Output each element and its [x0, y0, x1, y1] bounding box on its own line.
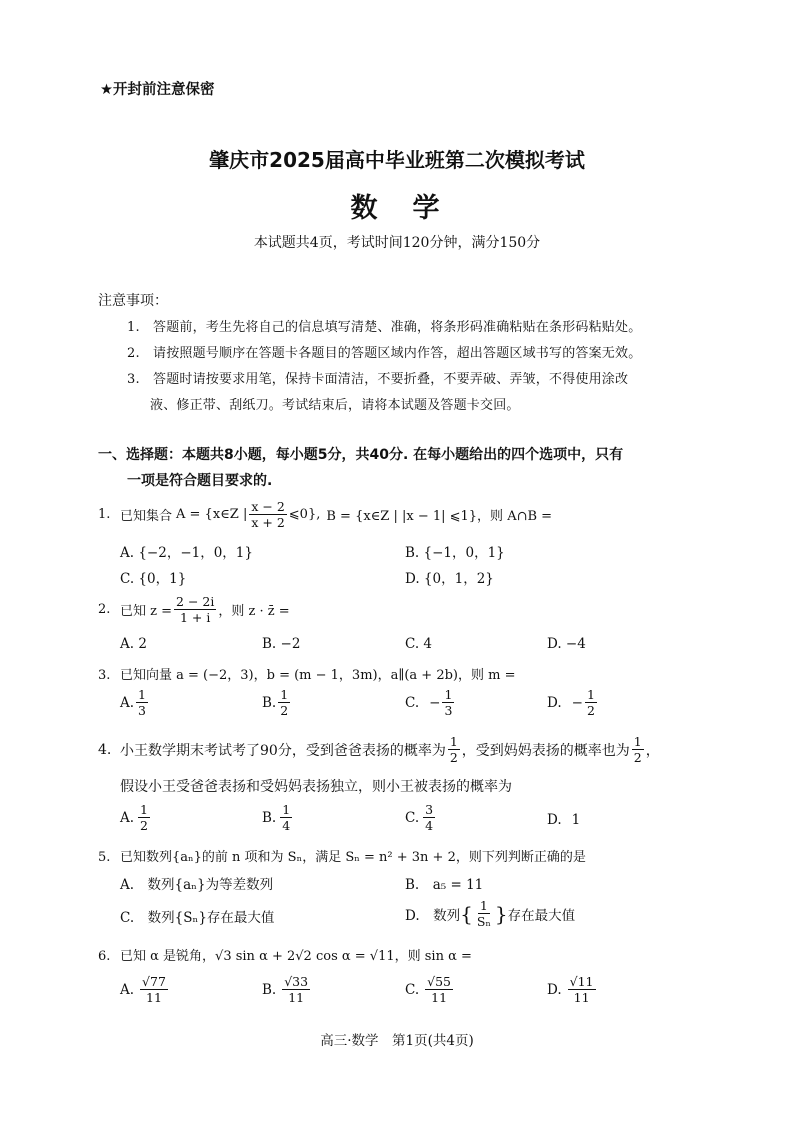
q1-set-a-prefix: A = {x∈Z | [176, 507, 248, 523]
page-footer: 高三·数学 第1页(共4页) [320, 1033, 474, 1049]
q1-option-a: A. {−2，−1，0，1} [120, 545, 253, 561]
question-number: 6. [98, 949, 111, 964]
q3-option-d [547, 688, 599, 717]
question-2-stem [98, 595, 290, 624]
q5-option-d [405, 899, 575, 928]
option-fraction [425, 975, 453, 1004]
q2-stem-a: 已知 z = [120, 604, 173, 620]
frac-num: √77 [142, 974, 166, 989]
q5-option-a: A. 数列{aₙ}为等差数列 [120, 877, 274, 893]
q2-option-a: A. 2 [120, 636, 147, 652]
frac-num: 1 [140, 802, 148, 817]
q5-option-b: B. a₅ = 11 [405, 877, 484, 893]
q4-stem-c: ， [645, 742, 660, 759]
frac-num: 1 [282, 802, 291, 817]
q4-option-b [262, 803, 294, 832]
q1-option-b: B. {−1，0，1} [405, 545, 505, 561]
notice-item-2: 2. 请按照题号顺序在答题卡各题目的答题区域内作答，超出答题区域书写的答案无效。 [127, 346, 642, 361]
frac-num: 1 [479, 898, 488, 913]
q6-option-a [120, 975, 170, 1004]
subject-title: 数 学 [350, 193, 444, 224]
frac-den: 11 [146, 990, 162, 1006]
question-6-stem [98, 945, 472, 964]
q4-option-c [405, 803, 437, 832]
q1-stem-b: B = {x∈Z | |x − 1| ⩽1}，则 A∩B = [326, 509, 553, 525]
q6-option-b [262, 975, 312, 1004]
q4-option-d [547, 812, 580, 828]
option-fraction [568, 975, 596, 1004]
frac-den: Sₙ [476, 914, 491, 930]
q1-fraction [249, 500, 286, 529]
notice-item-3-cont: 液、修正带、刮纸刀。考试结束后，请将本试题及答题卡交回。 [150, 398, 520, 413]
option-fraction [278, 688, 290, 717]
q2-fraction [174, 595, 216, 624]
question-number: 3. [98, 668, 111, 683]
question-number: 5. [98, 850, 111, 865]
question-number: 4. [98, 741, 112, 758]
option-fraction [282, 975, 310, 1004]
option-label: C. [405, 981, 420, 998]
frac-den: 4 [282, 818, 291, 834]
section-heading-cont: 一项是符合题目要求的. [127, 473, 273, 489]
frac-num: √33 [284, 974, 309, 989]
q3-option-a [120, 688, 150, 717]
q5-stem: 已知数列{aₙ}的前 n 项和为 Sₙ，满足 Sₙ = n² + 3n + 2，则下列判断正确的是 [120, 850, 586, 865]
frac-num: 1 [586, 687, 595, 702]
frac-num: 1 [280, 687, 289, 702]
q3-option-b [262, 688, 292, 717]
option-suffix: 存在最大值 [507, 907, 576, 924]
question-number: 1. [98, 507, 111, 523]
option-label: C. [405, 694, 420, 711]
q2-option-b: B. −2 [262, 636, 301, 652]
frac-den: 2 [586, 703, 595, 719]
frac-den: 11 [431, 990, 448, 1006]
option-label: C. [405, 809, 420, 826]
q1-option-c: C. {0，1} [120, 571, 187, 587]
question-5-stem [98, 846, 586, 865]
option-prefix: D. 数列 [405, 907, 461, 924]
q1-set-a-suffix: ⩽0}, [288, 507, 321, 523]
option-fraction [423, 803, 435, 832]
option-label: A. [120, 694, 135, 711]
section-heading: 一、选择题：本题共8小题，每小题5分，共40分. 在每小题给出的四个选项中，只有 [98, 447, 624, 463]
option-fraction [280, 803, 292, 832]
option-fraction [475, 899, 493, 928]
frac-den: 11 [288, 990, 305, 1006]
frac-den: 2 [280, 703, 289, 719]
brace-right: } [494, 901, 508, 926]
question-4-stem [98, 735, 660, 764]
option-sign: − [429, 694, 441, 711]
q1-option-d: D. {0，1，2} [405, 571, 494, 587]
confidential-label: ★开封前注意保密 [100, 82, 215, 98]
option-label: B. [262, 809, 277, 826]
option-fraction [442, 688, 454, 717]
frac-num: 3 [425, 802, 434, 817]
q3-stem: 已知向量 a = (−2，3)，b = (m − 1，3m)，a∥(a + 2b)，则 m = [120, 668, 516, 683]
option-label: D. [547, 812, 562, 828]
frac-den: 11 [573, 990, 590, 1006]
option-label: B. [262, 694, 277, 711]
q6-stem: 已知 α 是锐角，√3 sin α + 2√2 cos α = √11，则 sin α = [120, 949, 472, 964]
frac-den: 2 [449, 750, 458, 766]
q2-frac-den: 1 + i [179, 610, 211, 626]
question-3-stem [98, 664, 515, 683]
notice-heading: 注意事项： [98, 293, 168, 309]
option-label: A. [120, 809, 135, 826]
question-1-stem [98, 500, 552, 529]
frac-num: 1 [444, 687, 453, 702]
frac-den: 2 [140, 818, 148, 834]
option-label: D. [547, 694, 562, 711]
q2-frac-num: 2 − 2i [176, 594, 215, 609]
option-label: B. [262, 981, 277, 998]
brace-left: { [460, 901, 473, 926]
option-label: D. [547, 981, 562, 998]
q2-option-d: D. −4 [547, 636, 586, 652]
q1-frac-num: x − 2 [251, 499, 285, 514]
notice-item-3: 3. 答题时请按要求用笔，保持卡面清洁，不要折叠，不要弄破、弄皱，不得使用涂改 [127, 372, 629, 387]
q1-stem-a: 已知集合 [120, 509, 173, 525]
frac-num: 1 [138, 687, 146, 702]
q5-option-c: C. 数列{Sₙ}存在最大值 [120, 910, 275, 926]
option-sign: − [571, 694, 583, 711]
frac-num: 1 [633, 734, 642, 749]
option-text: 1 [571, 812, 581, 828]
q2-option-c: C. 4 [405, 636, 433, 652]
q4-stem-b: ，受到妈妈表扬的概率也为 [461, 742, 630, 759]
frac-num: √55 [427, 974, 452, 989]
q2-stem-b: ，则 z · z̄ = [218, 604, 290, 620]
q6-option-d [547, 975, 598, 1004]
frac-den: 3 [138, 703, 146, 719]
q4-fraction-1 [448, 735, 460, 764]
option-fraction [585, 688, 597, 717]
exam-title: 肇庆市2025届高中毕业班第二次模拟考试 [209, 148, 585, 172]
q1-frac-den: x + 2 [251, 515, 285, 531]
frac-num: 1 [449, 734, 458, 749]
q4-option-a [120, 803, 152, 832]
option-fraction [136, 688, 148, 717]
q4-fraction-2 [632, 735, 644, 764]
frac-den: 3 [444, 703, 453, 719]
option-fraction [138, 803, 150, 832]
frac-den: 2 [633, 750, 642, 766]
question-number: 2. [98, 602, 111, 618]
option-fraction [140, 975, 168, 1004]
q4-stem-line2: 假设小王受爸爸表扬和受妈妈表扬独立，则小王被表扬的概率为 [120, 779, 512, 795]
notice-item-1: 1. 答题前，考生先将自己的信息填写清楚、准确，将条形码准确粘贴在条形码粘贴处。 [127, 320, 642, 335]
frac-den: 4 [425, 818, 434, 834]
option-label: A. [120, 981, 135, 998]
q3-option-c [405, 688, 456, 717]
q4-stem-a: 小王数学期末考试考了90分，受到爸爸表扬的概率为 [120, 742, 446, 759]
frac-num: √11 [569, 974, 594, 989]
exam-info: 本试题共4页，考试时间120分钟，满分150分 [253, 235, 541, 251]
q6-option-c [405, 975, 455, 1004]
